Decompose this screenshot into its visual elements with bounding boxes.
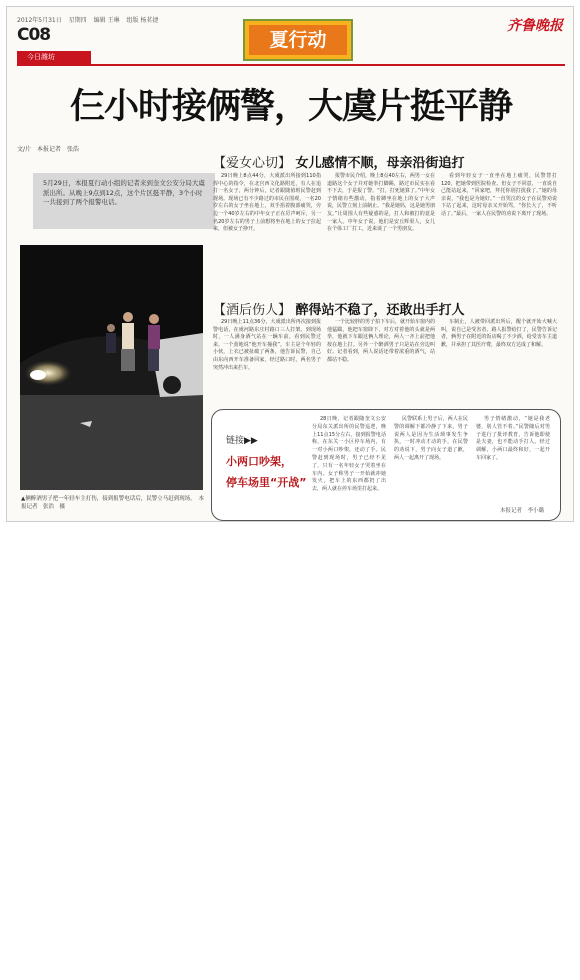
- related-story-title-line-1: 小两口吵架，: [226, 455, 292, 468]
- link-label: 链接▶▶: [226, 436, 258, 446]
- article2-tag: 【酒后伤人】: [213, 303, 292, 318]
- related-story-column-1: 28日晚，记者跟随奎文公安分局东关派出所的民警巡逻，晚上11点15分左右，接到报警电话称，在东关一小区停车场内，有一对小两口吵架，还动了手。民警赶到现场时，男子已经不见了，只有一名年轻女子哭着坐在车内。女子称男子一开始就冲她发火，把车上的东西都扔了出去，两人就在停车场里打起来。: [312, 416, 386, 493]
- article2-column-2: 一个比较胖的男子拍下车后，就开始车窗内的他猛踹，他把车窗降下，对方对着他的头就是两拳，他就下车跟这俩人理论，两人一齐上前把他按在地上打。另外一个醉酒男子只是站在旁边叫好。记者看到，两人说话还带着浓重的酒气，站都站不稳。: [327, 319, 436, 363]
- section-logo-text: 夏行动: [249, 25, 347, 55]
- lead-paragraph: 5月29日，本报夏行动小组的记者来到奎文公安分局大虞派出所。从晚上9点到12点，这个片区挺平静，3个小时一共接到了两个报警电话。: [33, 173, 215, 229]
- article2-column-3: 车制止，人被带回派出所后，醒个就开始大喊大叫，说自己是受害者，路人报警给打了，民警告诉记者，俩男子在附近的饭店喝了不少酒，给受害车主道歉，并承担了其医疗费，最终双方达成了和解。: [441, 319, 557, 348]
- photo-caption: ▲俩醉酒男子把一年轻车主打伤，接到报警电话后，民警立马赶到现场。 本报记者 张浩 摄: [21, 496, 204, 510]
- related-story-byline: 本报记者 李小璐: [499, 508, 544, 514]
- article1-column-3: 看到年轻女子一直坐在地上痛哭，民警替打120，把她带到医院检查。但女子不同意，一直说自己能站起来，“回家吧，拜托你别打扰我了。”她的母亲说，“我也是为她好。”一直哭泣的女子在民警劝说下站了起来，这时母亲又开始骂，“你长大了，不听话了。”最后，一家人在民警的劝说下离开了现场。: [441, 173, 557, 217]
- related-story-column-2: 民警联系上男子后，两人在民警的调解下都冷静了下来，男子说两人是因为生活琐事发生争执，一时冲动才动的手。在民警的劝说下，男子向女子道了歉，两人一起离开了现场。: [394, 416, 468, 461]
- related-story-column-3: 男子情绪激动，“她是我老婆，别人管不着。”民警随后对男子进行了批评教育，告诉他即使是夫妻，也不能动手打人。经过调解，小两口最终和好，一起开车回家了。: [476, 416, 550, 461]
- header-rule: [17, 64, 565, 66]
- news-photo: [20, 245, 203, 490]
- page-headline: 仨小时接俩警，大虞片挺平静: [69, 87, 512, 127]
- night-scene-illustration: [20, 245, 203, 490]
- related-story-title: [226, 451, 306, 493]
- article1-tag: 【爱女心切】: [213, 156, 292, 171]
- article1-title: [213, 152, 465, 171]
- related-story-box: [211, 409, 561, 521]
- page-number: C08: [17, 25, 51, 45]
- article2-title: [213, 299, 465, 318]
- related-story-title-line-2: 停车场里“开战”: [226, 476, 307, 489]
- article1-column-2: 报警市民介绍，晚上8点40左右，两男一女在道路这个女子并对她拳打脚踢，路过市民实在看不下去，于是报了警。“打，打死她算了。”中年女子情绪有些激动，指着蹲坐在地上的女子大声说，民警立刻上前制止。“我是她妈，这是她男朋友。”让周围人有些疑惑的是，打人和被打的竟是一家人。中年女子说，他们是安丘辉渠人，女儿在个体工厂打工，近来谈了一个男朋友。: [327, 173, 435, 233]
- main-byline: 文/片 本报记者 张浩: [17, 146, 80, 153]
- publication-info: [17, 15, 163, 24]
- issue-date: 2012年5月31日: [17, 17, 62, 24]
- article1-headline: 女儿感情不顺，母亲沿街追打: [295, 156, 465, 171]
- newspaper-logo: 齐鲁晚报: [507, 18, 563, 34]
- designer-credit: 组版 杨茗捷: [126, 17, 159, 24]
- column-tag: 今日潍坊: [17, 51, 91, 64]
- newspaper-page: [6, 6, 574, 522]
- section-logo: [243, 19, 353, 61]
- article2-headline: 醉得站不稳了，还敢出手打人: [295, 303, 465, 318]
- article2-column-1: 29日晚上11点36分，大虞派出所再次接到报警电话，在虞河路东庄村路口三人打架。到现场时，一人满身酒气站在一辆车前，看到民警过来，一个劲地说“他开车撞我”。车主是个年轻的小伙，上衣已被扯破了两条，他告诉民警，自己由东向西开车准备回家，经过路口时，两名男子突然冲出来拦车。: [213, 319, 321, 371]
- article1-column-1: 29日晚上8点44分，大虞派出所接到110指挥中心的指令，在北宫西文化路附近，有人在追打一名女子，两分钟后，记者跟随值班民警赶到现场。现场已有不少路过的市民在围观，一名20岁左右的女子坐在地上，双手捂着腹部痛哭，旁边一个40岁左右的中年女子正在厉声呵斥，另一名20岁左右的男子上前想将坐在地上的女子拉起来，但被女子挣开。: [213, 173, 321, 233]
- editor-credit: 编辑 王琳: [93, 17, 120, 24]
- issue-weekday: 星期四: [68, 17, 87, 24]
